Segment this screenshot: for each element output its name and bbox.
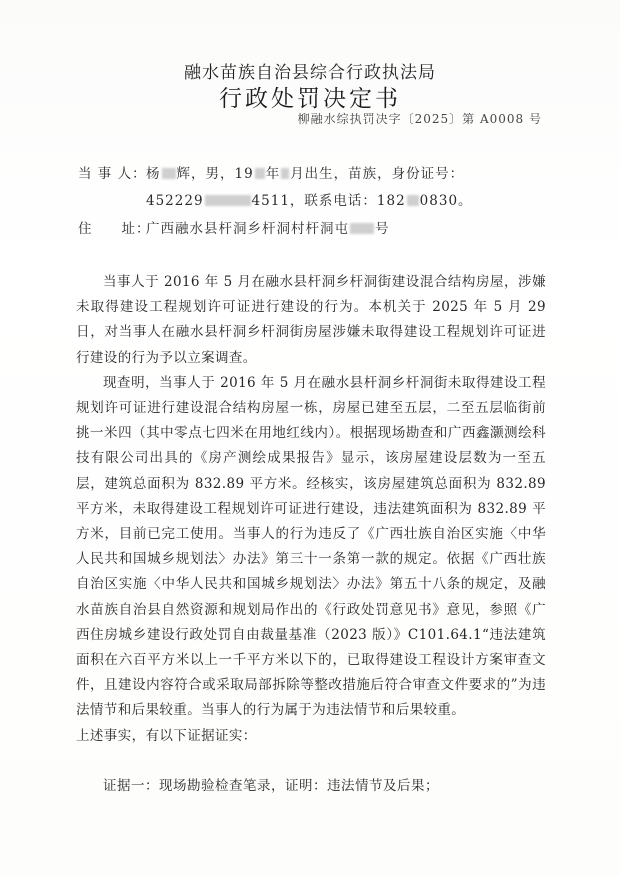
decision-body xyxy=(76,270,546,749)
party-line-1 xyxy=(78,162,548,182)
address-label: 住 址： xyxy=(78,221,151,237)
party-line-2 xyxy=(78,189,548,209)
redaction-mark xyxy=(281,168,289,179)
document-title: 行政处罚决定书 xyxy=(219,86,401,112)
party-birth-year-suffix: 年 xyxy=(265,166,281,182)
evidence-item-1: 证据一：现场勘验检查笔录，证明：违法情节及后果； xyxy=(103,778,439,794)
redaction-mark xyxy=(407,195,419,206)
id-number-start: 452229 xyxy=(146,193,204,209)
redaction-mark xyxy=(350,223,374,234)
party-label: 当 事 人： xyxy=(78,166,147,182)
paragraph-findings: 现查明，当事人于 2016 年 5 月在融水县杆洞乡杆洞街未取得建设工程规划许可证进行建设混合结构房屋一栋，房屋已建至五层，二至五层临街前挑一米四（其中零点七四米在用地红线内）。根据现场勘查和广西鑫灏测绘科技有限公司出具的《房产测绘成果报告》显示，该房屋建设层数为一至五层，建筑总面积为 832.89 平方米。经核实，该房屋建筑总面积为 832.89 平方米，未取得建设工程规划许可证进行建设，违法建筑面积为 832.89 平方米，目前已完工使用。当事人的行为违反了《广西壮族自治区实施〈中华人民共和国城乡规划法〉办法》第三十一条第一款的规定。依据《广西壮族自治区实施〈中华人民共和国城乡规划法〉办法》第五十八条的规定，及融水苗族自治县自然资源和规划局作出的《行政处罚意见书》意见，参照《广西住房城乡建设行政处罚自由裁量基准（2023 版）》C101.64.1“违法建筑面积在六百平方米以上一千平方米以下的，已取得建设工程设计方案审查文件，且建设内容符合或采取局部拆除等整改措施后符合审查文件要求的”为违法情节和后果较重。当事人的行为属于为违法情节和后果较重。 xyxy=(76,374,546,719)
address-tail: 号 xyxy=(375,221,390,237)
party-line-3 xyxy=(78,217,548,237)
document-number: 柳融水综执罚决字〔2025〕第 A0008 号 xyxy=(297,112,542,126)
redaction-mark xyxy=(205,195,251,206)
issuing-agency: 融水苗族自治县综合行政执法局 xyxy=(184,63,436,83)
party-name-rest: 辉，男，19 xyxy=(176,166,254,182)
paragraph-evidence-intro: 上述事实，有以下证据证实： xyxy=(76,727,257,744)
phone-tail: 0830。 xyxy=(419,193,473,209)
address-text: 广西融水县杆洞乡杆洞村杆洞屯 xyxy=(146,221,349,237)
party-name-start: 杨 xyxy=(146,166,161,182)
redaction-mark xyxy=(255,168,265,179)
paragraph-case-filing: 当事人于 2016 年 5 月在融水县杆洞乡杆洞街建设混合结构房屋，涉嫌未取得建设工程规划许可证进行建设的行为。本机关于 2025 年 5 月 29 日，对当事人在融水县杆洞乡杆洞街房屋涉嫌未取得建设工程规划许可证进行建设的行为予以立案调查。 xyxy=(76,274,546,366)
id-number-end: 4511，联系电话：182 xyxy=(251,193,406,209)
redaction-mark xyxy=(162,168,176,179)
party-birth-tail: 月出生，苗族，身份证号： xyxy=(290,166,465,182)
